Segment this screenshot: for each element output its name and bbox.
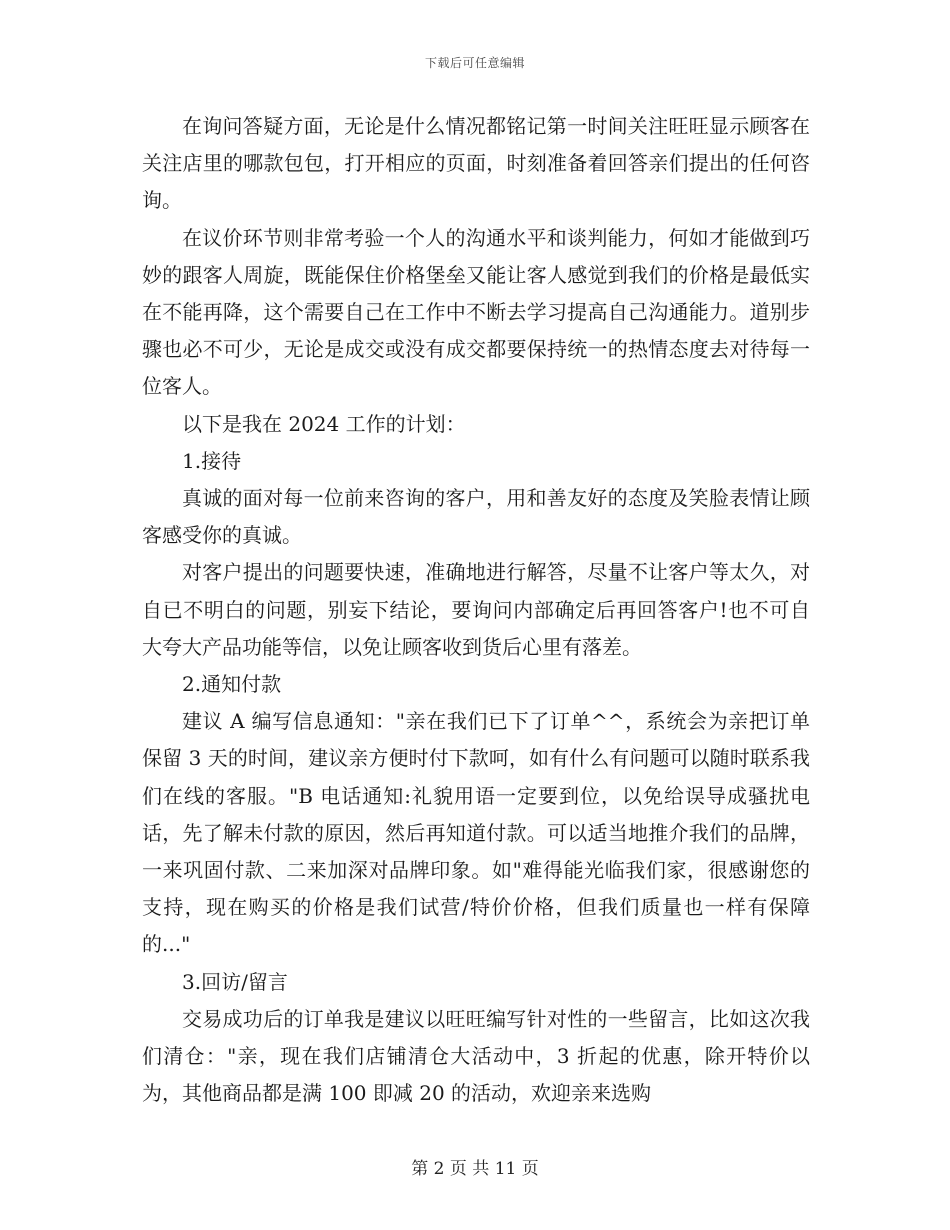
page-header: 下载后可任意编辑 (424, 56, 525, 70)
section-heading-payment-notice: 2.通知付款 (182, 672, 282, 697)
paragraph-inquiry: 在询问答疑方面，无论是什么情况都铭记第一时间关注旺旺显示顾客在关注店里的哪款包包，打开相应的页面，时刻准备着回答亲们提出的任何咨询。 (142, 114, 810, 213)
paragraph-reception-sincerity: 真诚的面对每一位前来咨询的客户，用和善友好的态度及笑脸表情让顾客感受你的真诚。 (142, 486, 810, 548)
section-heading-follow-up: 3.回访/留言 (182, 969, 288, 994)
section-heading-reception: 1.接待 (182, 448, 242, 473)
paragraph-payment-notice: 建议 A 编写信息通知："亲在我们已下了订单^^，系统会为亲把订单保留 3 天的时间，建议亲方便时付下款呵，如有什么有问题可以随时联系我们在线的客服。"B 电话通知:礼貌用语一定要到位，以免给误导成骚扰电话，先了解未付款的原因，然后再知道付款。可以适当地推介我们的品牌，一来巩固付款、二来加深对品牌印象。如"难得能光临我们家，很感谢您的支持，现在购买的价格是我们试营/特价价格，但我们质量也一样有保障的..." (142, 709, 810, 957)
paragraph-plan-intro: 以下是我在 2024 工作的计划： (182, 411, 466, 436)
paragraph-negotiation: 在议价环节则非常考验一个人的沟通水平和谈判能力，何如才能做到巧妙的跟客人周旋，既能保住价格堡垒又能让客人感觉到我们的价格是最低实在不能再降，这个需要自己在工作中不断去学习提高自己沟通能力。道别步骤也必不可少，无论是成交或没有成交都要保持统一的热情态度去对待每一位客人。 (142, 225, 810, 399)
page-number-footer: 第 2 页 共 11 页 (411, 1159, 539, 1179)
paragraph-reception-answers: 对客户提出的问题要快速，准确地进行解答，尽量不让客户等太久，对自已不明白的问题，别妄下结论，要询问内部确定后再回答客户!也不可自大夸大产品功能等信，以免让顾客收到货后心里有落差。 (142, 560, 810, 659)
document-body (142, 108, 810, 1112)
paragraph-follow-up: 交易成功后的订单我是建议以旺旺编写针对性的一些留言，比如这次我们清仓："亲，现在我们店铺清仓大活动中，3 折起的优惠，除开特价以为，其他商品都是满 100 即减 20 的活动，欢迎亲来选购 (142, 1006, 810, 1106)
